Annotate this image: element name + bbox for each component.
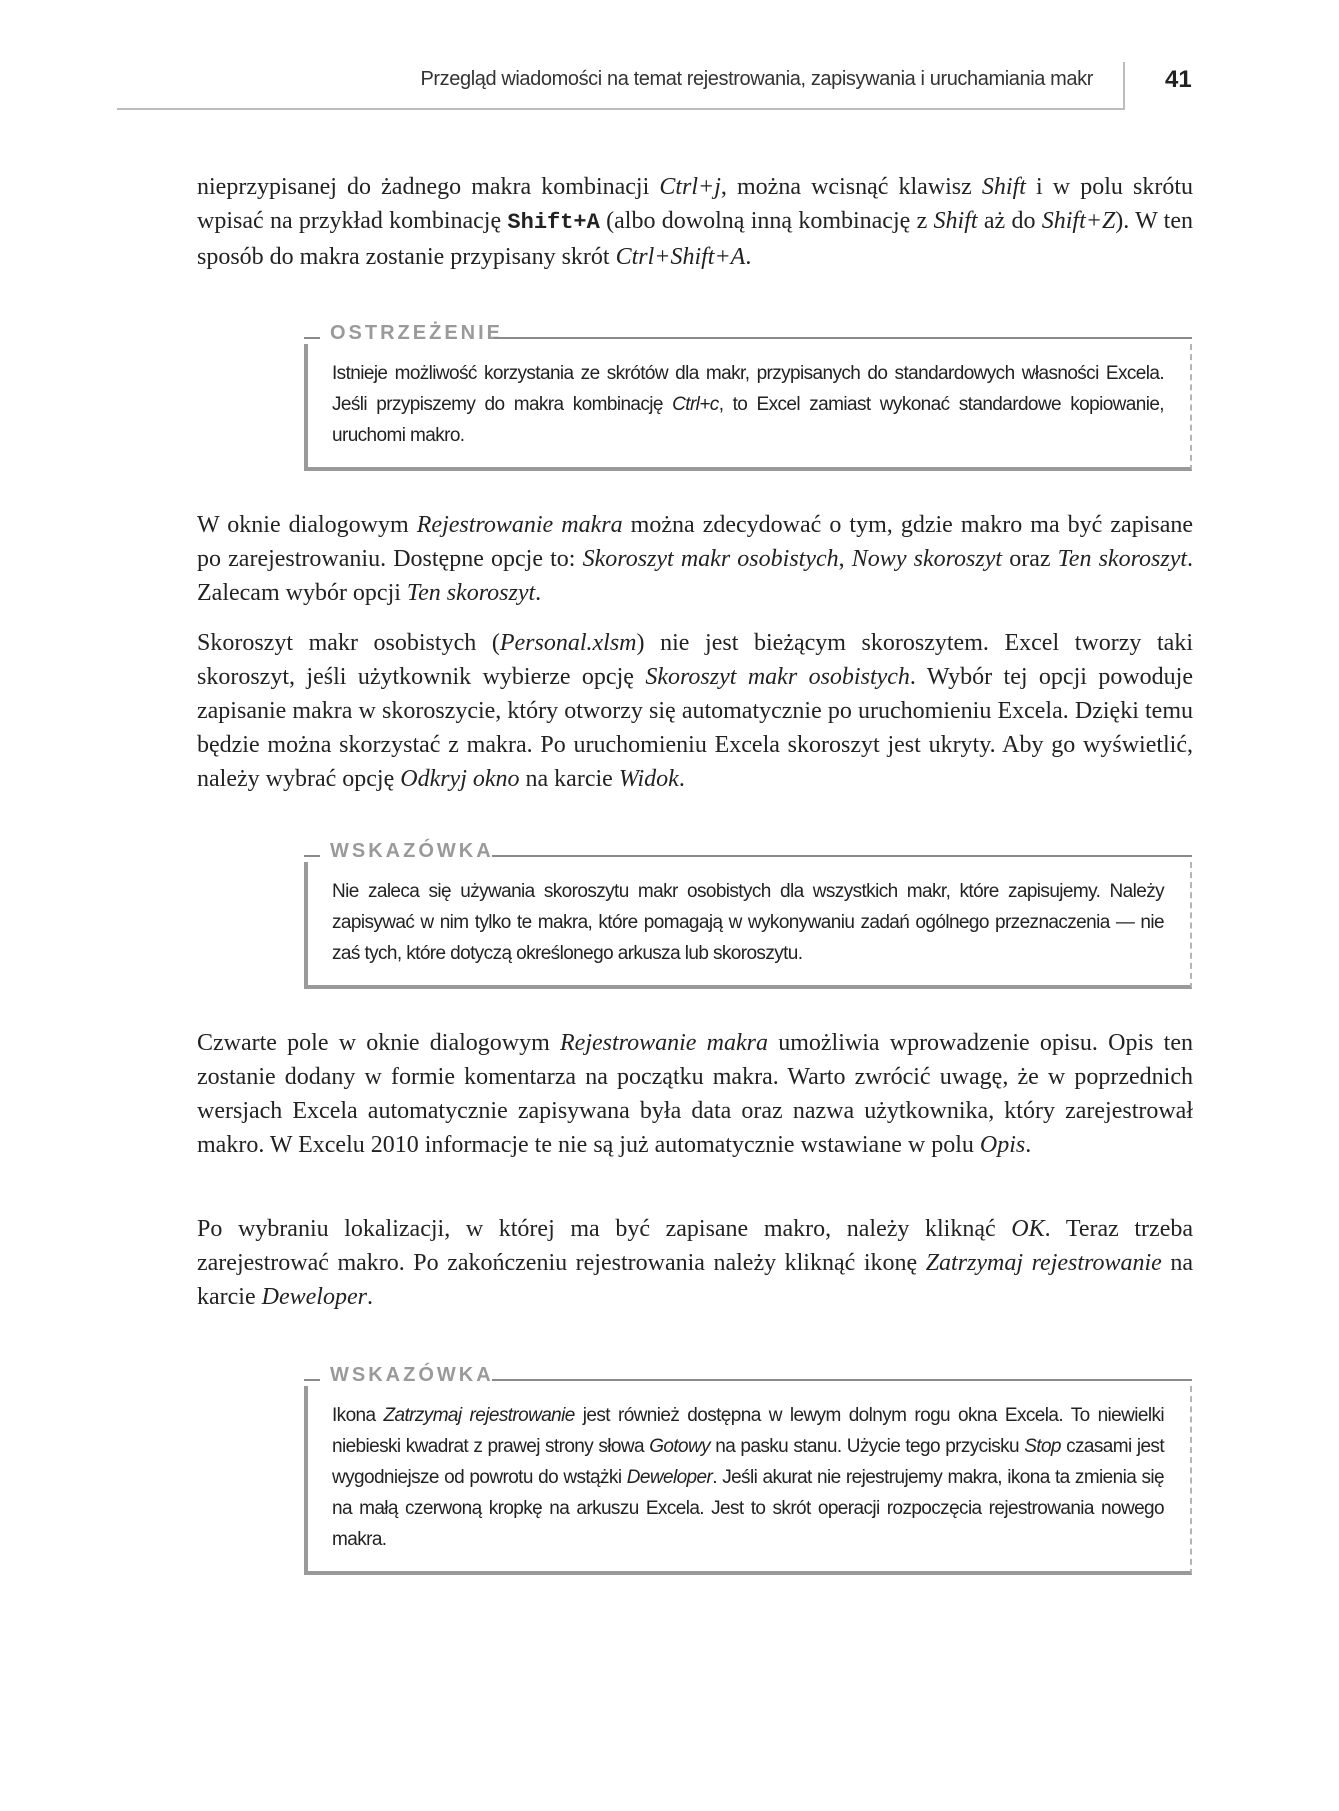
italic-term: Personal.xlsm [499, 630, 637, 656]
italic-term: Ctrl+Shift+A [615, 244, 746, 270]
italic-term: Rejestrowanie makra [560, 1030, 768, 1056]
tip-box [304, 1364, 1192, 1575]
note-label: WSKAZÓWKA [330, 1364, 494, 1386]
italic-term: Stop [1024, 1436, 1061, 1457]
text-span: Istnieje możliwość korzystania ze skrótów dla makr, przypisanych do standardowych własności Excela. Jeśli przypiszemy do makra kombinację [332, 363, 1164, 415]
text-span: na karcie [519, 766, 619, 792]
italic-term: Shift [981, 174, 1026, 200]
note-text [332, 358, 1164, 451]
note-header [304, 1364, 1192, 1388]
text-span: Po wybraniu lokalizacji, w której ma być zapisane makro, należy kliknąć [197, 1216, 1012, 1242]
text-span: ). W ten sposób do makra zostanie przypisany skrót [197, 208, 1193, 270]
note-text [332, 1400, 1164, 1555]
italic-term: Ctrl+j [659, 174, 721, 200]
italic-term: Deweloper [261, 1284, 367, 1310]
italic-term: Rejestrowanie makra [416, 512, 623, 538]
note-header [304, 322, 1192, 346]
italic-term: Skoroszyt makr osobistych [645, 664, 910, 690]
text-span: . Teraz trzeba zarejestrować makro. Po zakończeniu rejestrowania należy kliknąć ikonę [197, 1216, 1194, 1276]
text-span: Ikona [332, 1405, 384, 1426]
note-body [304, 1386, 1192, 1575]
text-span: W oknie dialogowym [197, 512, 417, 538]
italic-term: Opis [979, 1132, 1026, 1158]
text-span: oraz [1002, 546, 1058, 572]
italic-term: Skoroszyt makr osobistych [582, 546, 839, 572]
italic-term: Gotowy [649, 1436, 711, 1457]
italic-term: Odkryj okno [400, 766, 520, 792]
paragraph-description-field [197, 1026, 1193, 1162]
text-span: można zdecydować o tym, gdzie makro ma być zapisane po zarejestrowaniu. Dostępne opcje to: [197, 512, 1194, 572]
text-span: , można wcisnąć klawisz [720, 174, 982, 200]
page-number: 41 [1165, 66, 1192, 93]
note-body [304, 862, 1192, 989]
header-divider [1123, 62, 1125, 108]
text-span: nieprzypisanej do żadnego makra kombinacji [197, 174, 660, 200]
text-span: , to Excel zamiast wykonać standardowe kopiowanie, uruchomi makro. [332, 394, 1164, 446]
note-label: WSKAZÓWKA [330, 840, 494, 862]
code-shortcut: Shift+A [507, 210, 600, 235]
text-span: (albo dowolną inną kombinację z [599, 208, 934, 234]
note-body [304, 344, 1192, 471]
text-span: ) nie jest bieżącym skoroszytem. Excel tworzy taki skoroszyt, jeśli użytkownik wybierze opcję [197, 630, 1193, 690]
text-span: . [366, 1284, 373, 1310]
italic-term: Zatrzymaj rejestrowanie [925, 1250, 1162, 1276]
text-span: . Jeśli akurat nie rejestrujemy makra, ikona ta zmienia się na małą czerwoną kropkę na arkuszu Excela. Jest to skrót operacji rozpoczęcia rejestrowania nowego makra. [332, 1467, 1164, 1550]
paragraph-shortcut [197, 170, 1193, 274]
note-rule [304, 337, 320, 339]
text-span: . [745, 244, 752, 270]
text-span: na karcie [197, 1250, 1194, 1310]
text-span: . Wybór tej opcji powoduje zapisanie makra w skoroszycie, który otworzy się automatycznie po uruchomieniu Excela. Dzięki temu będzie można skorzystać z makra. Po uruchomieniu Excela skoroszyt jest ukryty. Aby go wyświetlić, należy wybrać opcję [197, 664, 1193, 792]
text-span: Czwarte pole w oknie dialogowym [197, 1030, 561, 1056]
note-text: Nie zaleca się używania skoroszytu makr osobistych dla wszystkich makr, które zapisujemy. Należy zapisywać w nim tylko te makra, które pomagają w wykonywaniu zadań ogólnego przeznaczenia — nie zaś tych, które dotyczą określonego arkusza lub skoroszytu. [332, 881, 1164, 964]
note-rule [304, 855, 320, 857]
text-span: czasami jest wygodniejsze od powrotu do wstążki [332, 1436, 1164, 1488]
italic-term: Shift [933, 208, 978, 234]
text-span: . [535, 580, 542, 606]
note-header [304, 840, 1192, 864]
note-rule [492, 855, 1192, 857]
italic-term: Ten skoroszyt [406, 580, 536, 606]
italic-term: Zatrzymaj rejestrowanie [383, 1405, 575, 1426]
text-span: aż do [977, 208, 1042, 234]
warning-box [304, 322, 1192, 471]
text-span: . [678, 766, 685, 792]
italic-term: Shift+Z [1041, 208, 1116, 234]
note-rule [492, 1379, 1192, 1381]
text-span: . [1025, 1132, 1032, 1158]
italic-term: Widok [618, 766, 679, 792]
tip-box [304, 840, 1192, 989]
text-span: jest również dostępna w lewym dolnym rogu okna Excela. To niewielki niebieski kwadrat z prawej strony słowa [332, 1405, 1164, 1457]
italic-term: Ten skoroszyt [1057, 546, 1188, 572]
note-rule [494, 337, 1192, 339]
text-span: , [838, 546, 852, 572]
paragraph-personal-workbook [197, 626, 1193, 796]
italic-term: OK [1011, 1216, 1045, 1242]
italic-term: Nowy skoroszyt [851, 546, 1003, 572]
note-rule [304, 1379, 320, 1381]
note-label: OSTRZEŻENIE [330, 322, 504, 344]
text-span: umożliwia wprowadzenie opisu. Opis ten zostanie dodany w formie komentarza na początku makra. Warto zwrócić uwagę, że w poprzednich wersjach Excela automatycznie zapisywana była data oraz nazwa użytkownika, który zarejestrował makro. W Excelu 2010 informacje te nie są już automatycznie wstawiane w polu [197, 1030, 1193, 1158]
text-span: . Zalecam wybór opcji [197, 546, 1194, 606]
running-header [117, 62, 1125, 110]
paragraph-stop-recording [197, 1212, 1193, 1314]
paragraph-save-location [197, 508, 1193, 610]
text-span: na pasku stanu. Użycie tego przycisku [710, 1436, 1025, 1457]
italic-term: Ctrl+c [672, 394, 719, 415]
text-span: Skoroszyt makr osobistych ( [197, 630, 500, 656]
italic-term: Deweloper [626, 1467, 713, 1488]
running-header-title: Przegląd wiadomości na temat rejestrowania, zapisywania i uruchamiania makr [420, 68, 1093, 90]
text-span: i w polu skrótu wpisać na przykład kombinację [197, 174, 1193, 234]
